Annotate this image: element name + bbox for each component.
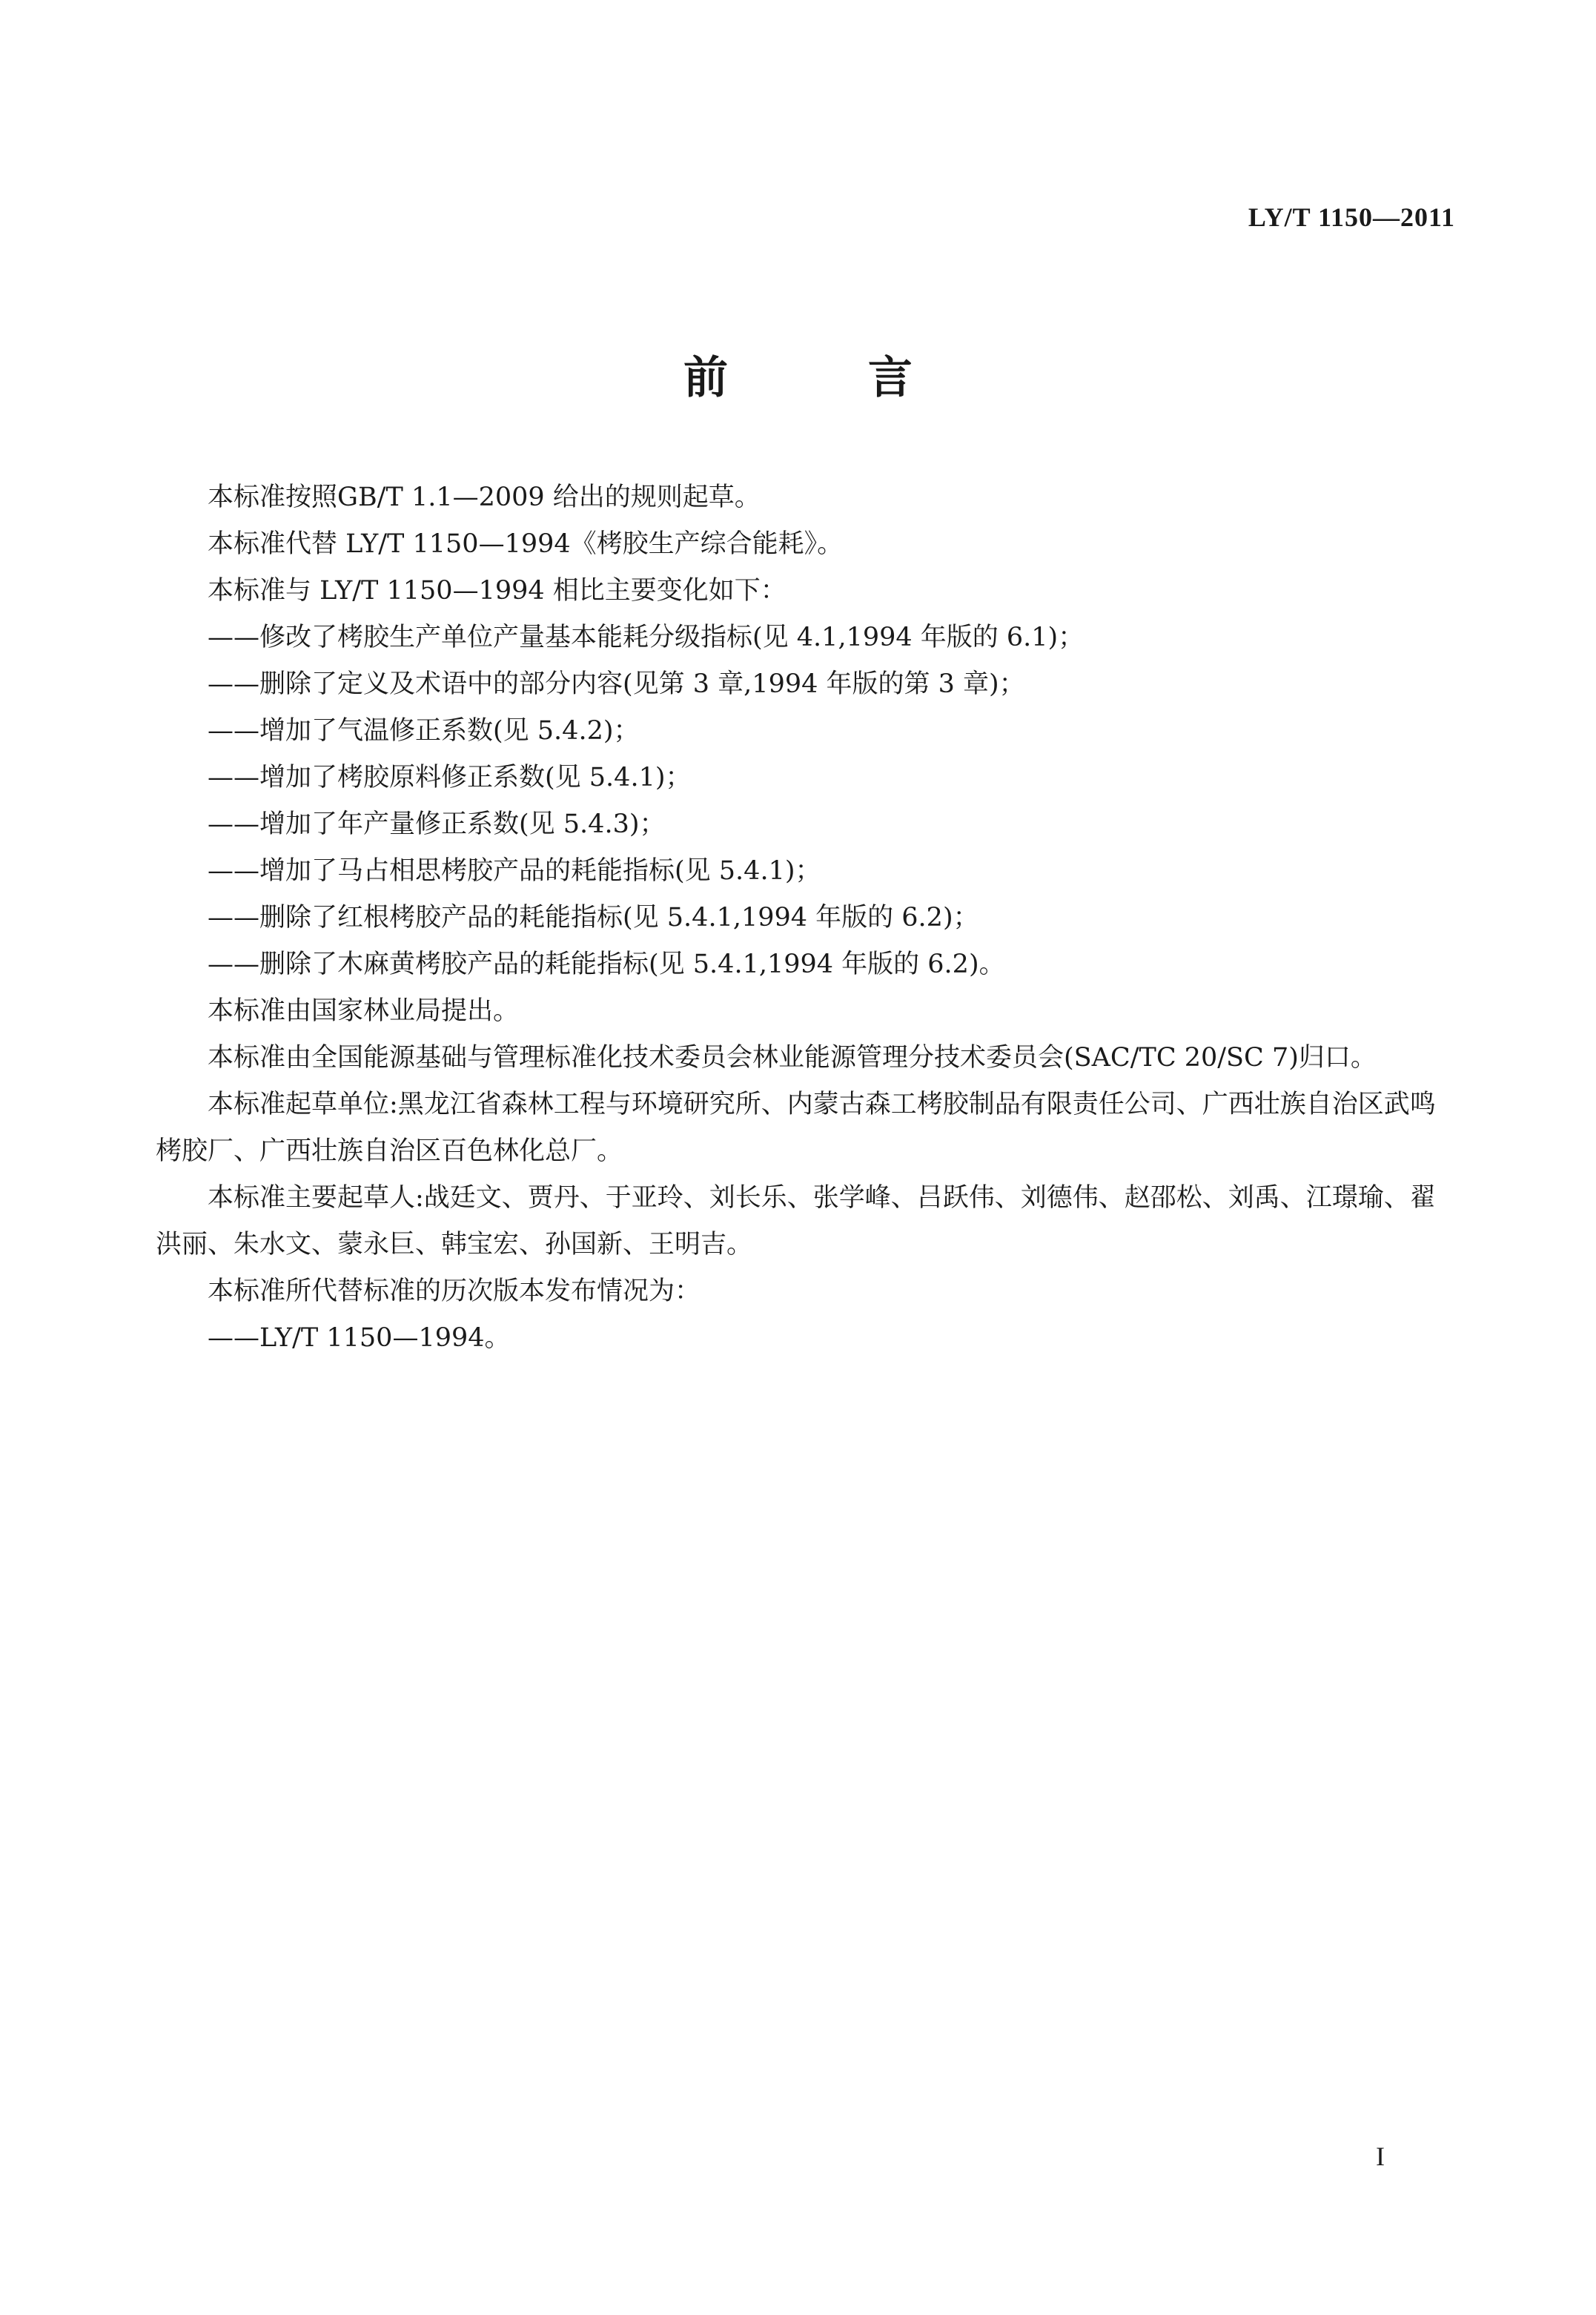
paragraph-drafting-units: 本标准起草单位:黑龙江省森林工程与环境研究所、内蒙古森工栲胶制品有限责任公司、广西壮族自治区武鸣栲胶厂、广西壮族自治区百色林化总厂。: [156, 1090, 1436, 1166]
change-item: ——增加了气温修正系数(见 5.4.2)；: [208, 716, 640, 746]
paragraph-technical-committee: 本标准由全国能源基础与管理标准化技术委员会林业能源管理分技术委员会(SAC/TC 20/SC 7)归口。: [208, 1043, 1377, 1073]
change-item: ——增加了栲胶原料修正系数(见 5.4.1)；: [208, 763, 692, 792]
version-history-item: ——LY/T 1150—1994。: [208, 1323, 511, 1353]
paragraph-replaces: 本标准代替 LY/T 1150—1994《栲胶生产综合能耗》。: [208, 529, 844, 559]
page-title: 前 言: [683, 352, 975, 404]
page-number: I: [1376, 2142, 1385, 2171]
paragraph-version-history-intro: 本标准所代替标准的历次版本发布情况为：: [208, 1276, 701, 1306]
change-item: ——增加了马占相思栲胶产品的耗能指标(见 5.4.1)；: [208, 856, 821, 886]
change-item: ——删除了木麻黄栲胶产品的耗能指标(见 5.4.1,1994 年版的 6.2)。: [208, 950, 1005, 979]
change-item: ——增加了年产量修正系数(见 5.4.3)；: [208, 809, 666, 839]
paragraph-drafting-rules: 本标准按照GB/T 1.1—2009 给出的规则起草。: [208, 483, 761, 512]
paragraph-drafters: 本标准主要起草人:战廷文、贾丹、于亚玲、刘长乐、张学峰、吕跃伟、刘德伟、赵邵松、刘禹、江璟瑜、翟洪丽、朱水文、蒙永巨、韩宝宏、孙国新、王明吉。: [156, 1183, 1436, 1259]
change-item: ——删除了红根栲胶产品的耗能指标(见 5.4.1,1994 年版的 6.2)；: [208, 903, 979, 933]
paragraph-changes-intro: 本标准与 LY/T 1150—1994 相比主要变化如下：: [208, 576, 787, 606]
foreword-body: [156, 474, 1438, 1362]
change-item: ——删除了定义及术语中的部分内容(见第 3 章,1994 年版的第 3 章)；: [208, 669, 1025, 699]
change-item: ——修改了栲胶生产单位产量基本能耗分级指标(见 4.1,1994 年版的 6.1)；: [208, 623, 1085, 652]
paragraph-proposed-by: 本标准由国家林业局提出。: [208, 996, 520, 1026]
standard-code: LY/T 1150—2011: [1248, 202, 1455, 232]
